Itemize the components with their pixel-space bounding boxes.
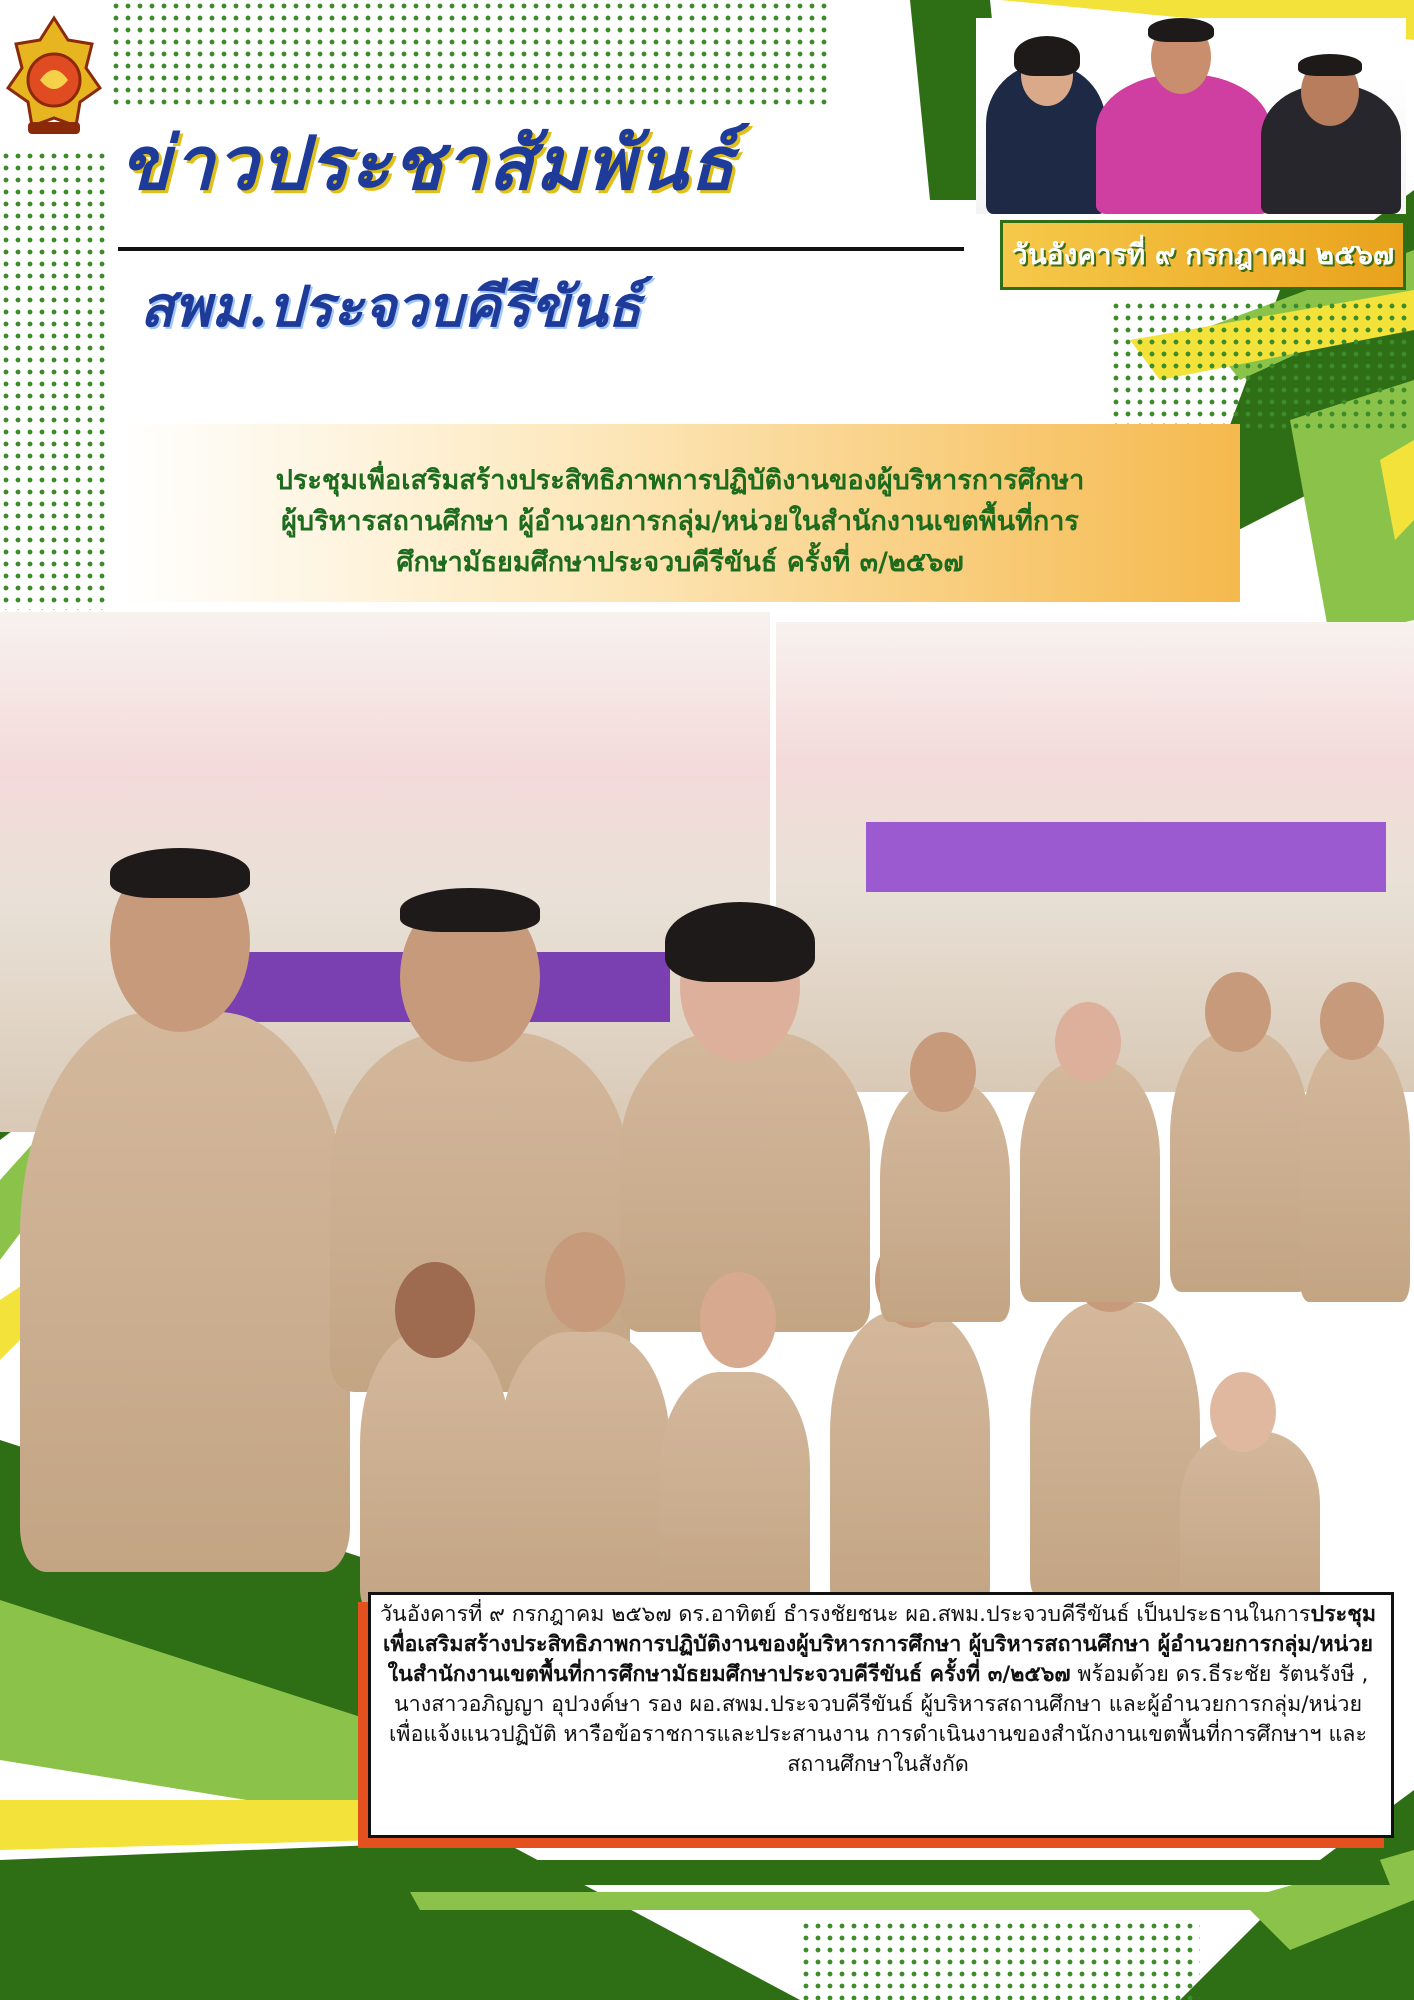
official-figure [1170,1032,1310,1292]
official-figure [660,1372,810,1612]
headline-line-2: ผู้บริหารสถานศึกษา ผู้อำนวยการกลุ่ม/หน่วยในสำนักงานเขตพื้นที่การ [281,506,1079,537]
page-subtitle: สพม.ประจวบคีรีขันธ์ [140,274,642,340]
dot-pattern-right [1110,300,1410,430]
official-figure [1030,1302,1200,1602]
official-figure [830,1312,990,1612]
body-text-intro: วันอังคารที่ ๙ กรกฎาคม ๒๕๖๗ ดร.อาทิตย์ ธำรงชัยชนะ ผอ.สพม.ประจวบคีรีขันธ์ เป็นประธานในการ [379,1602,1311,1627]
headline [130,460,1230,583]
date-banner [1000,220,1406,290]
emblem-logo-icon [6,14,102,140]
official-figure [1300,1042,1410,1302]
title-divider [118,247,964,251]
dot-pattern-left [0,150,110,610]
body-text [376,1600,1380,1780]
dot-pattern-top [110,0,830,110]
official-figure [1180,1432,1320,1612]
executives-photo [976,18,1406,214]
official-figure [1020,1062,1160,1302]
date-text: วันอังคารที่ ๙ กรกฎาคม ๒๕๖๗ [1011,238,1395,271]
official-figure [500,1332,670,1612]
headline-line-3: ศึกษามัธยมศึกษาประจวบคีรีขันธ์ ครั้งที่ ๓/๒๕๖๗ [396,547,964,578]
meeting-photo-collage [0,612,1414,1612]
official-figure [20,1012,350,1572]
body-text-details: พร้อมด้วย ดร.ธีระชัย รัตนรังษี , นางสาวอภิญญา อุปวงค์ษา รอง ผอ.สพม.ประจวบคีรีขันธ์ ผู้บริหารสถานศึกษา และผู้อำนวยการกลุ่ม/หน่วย เพื่อแจ้งแนวปฏิบัติ หารือข้อราชการและประสานงาน การดำเนินงานของสำนักงานเขตพื้นที่การศึกษาฯ และสถานศึกษาในสังกัด [388,1662,1369,1777]
body-text-meeting-title: ประชุมเพื่อเสริมสร้างประสิทธิภาพการปฏิบัติงานของผู้บริหารการศึกษา ผู้บริหารสถานศึกษา ผู้อำนวยการกลุ่ม/หน่วยในสำนักงานเขตพื้นที่การศึกษามัธยมศึกษาประจวบคีรีขันธ์ ครั้งที่ ๓/๒๕๖๗ [382,1602,1376,1687]
page-title: ข่าวประชาสัมพันธ์ [120,121,737,207]
headline-line-1: ประชุมเพื่อเสริมสร้างประสิทธิภาพการปฏิบัติงานของผู้บริหารการศึกษา [275,465,1085,496]
official-figure [880,1082,1010,1322]
dot-pattern-bottom [800,1920,1200,2000]
official-figure [360,1332,510,1612]
